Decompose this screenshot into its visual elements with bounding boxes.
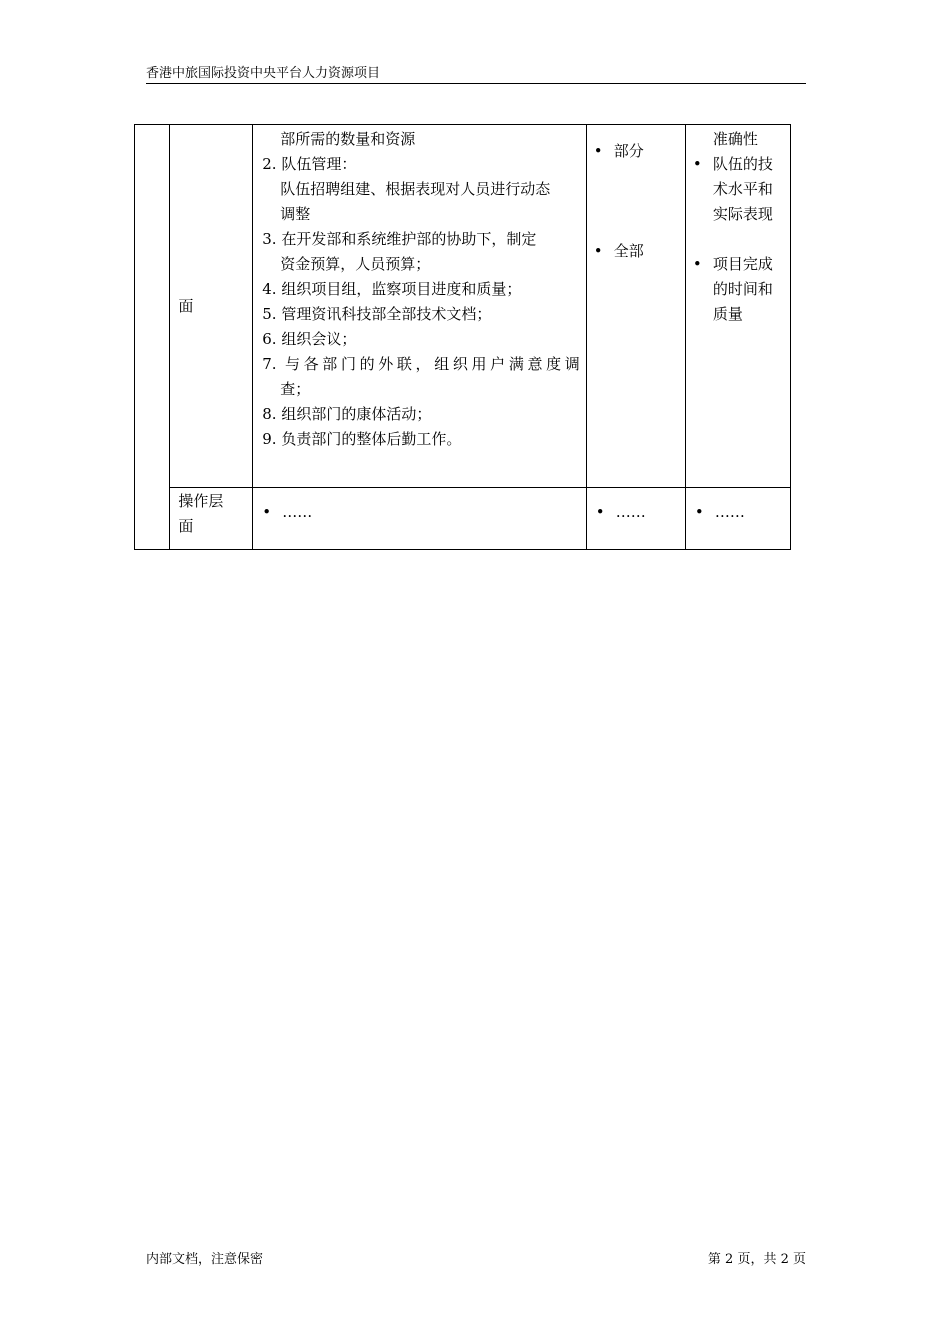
list-item: 部所需的数量和资源 (280, 130, 416, 148)
list-item (262, 500, 582, 525)
bullet-icon: • (593, 142, 603, 160)
list-item: 7. 与各部门的外联，组织用户满意度调 (262, 355, 580, 373)
table-row (135, 125, 791, 488)
scope-label: 部分 (613, 142, 644, 160)
list-item: 3. 在开发部和系统维护部的协助下，制定 (262, 230, 537, 248)
metric-line: 质量 (712, 305, 743, 323)
list-item: 9. 负责部门的整体后勤工作。 (262, 430, 462, 448)
footer-confidential-note: 内部文档，注意保密 (146, 1252, 264, 1267)
ellipsis-text: …… (615, 503, 646, 521)
ellipsis-text: …… (282, 503, 313, 521)
list-item: 队伍招聘组建、根据表现对人员进行动态 (280, 180, 551, 198)
metric-cell (685, 488, 790, 550)
bullet-icon: • (595, 503, 605, 521)
responsibility-table (134, 124, 791, 550)
list-item: 4. 组织项目组，监察项目进度和质量； (262, 280, 522, 298)
level-cell (170, 125, 253, 488)
level-cell (170, 488, 253, 550)
table-row (135, 488, 791, 550)
level-label: 面 (178, 517, 194, 535)
responsibilities-cell (253, 125, 587, 488)
merged-category-cell (135, 125, 170, 550)
ellipsis-text: …… (714, 503, 745, 521)
metric-line: 实际表现 (712, 205, 773, 223)
list-item: 8. 组织部门的康体活动； (262, 405, 432, 423)
list-item: 2. 队伍管理： (262, 155, 357, 173)
level-label: 面 (178, 296, 194, 315)
scope-cell (586, 125, 685, 488)
scope-cell (586, 488, 685, 550)
responsibilities-cell (253, 488, 587, 550)
list-item: 查； (280, 380, 311, 398)
list-item: 5. 管理资讯科技部全部技术文档； (262, 305, 492, 323)
list-item (693, 252, 786, 327)
list-item (594, 239, 681, 264)
list-item (695, 500, 786, 525)
list-item (594, 139, 681, 164)
list-item: 调整 (280, 205, 311, 223)
metric-line: 术水平和 (712, 180, 773, 198)
scope-label: 全部 (613, 242, 644, 260)
metric-line: 队伍的技 (712, 155, 773, 173)
metric-continued-text: 准确性 (712, 130, 758, 148)
footer-page-number: 第 2 页，共 2 页 (707, 1252, 806, 1267)
list-item: 6. 组织会议； (262, 330, 357, 348)
list-item (693, 152, 786, 227)
bullet-icon: • (593, 242, 603, 260)
document-header-title: 香港中旅国际投资中央平台人力资源项目 (146, 66, 381, 81)
level-label: 操作层 (178, 492, 224, 510)
bullet-icon: • (692, 255, 702, 273)
metric-line: 的时间和 (712, 280, 773, 298)
bullet-icon: • (694, 503, 704, 521)
header-divider (146, 83, 806, 84)
bullet-icon: • (692, 155, 702, 173)
list-item (596, 500, 681, 525)
metric-cell (685, 125, 790, 488)
list-item: 资金预算，人员预算； (280, 255, 431, 273)
bullet-icon: • (262, 503, 272, 521)
metric-line: 项目完成 (712, 255, 773, 273)
